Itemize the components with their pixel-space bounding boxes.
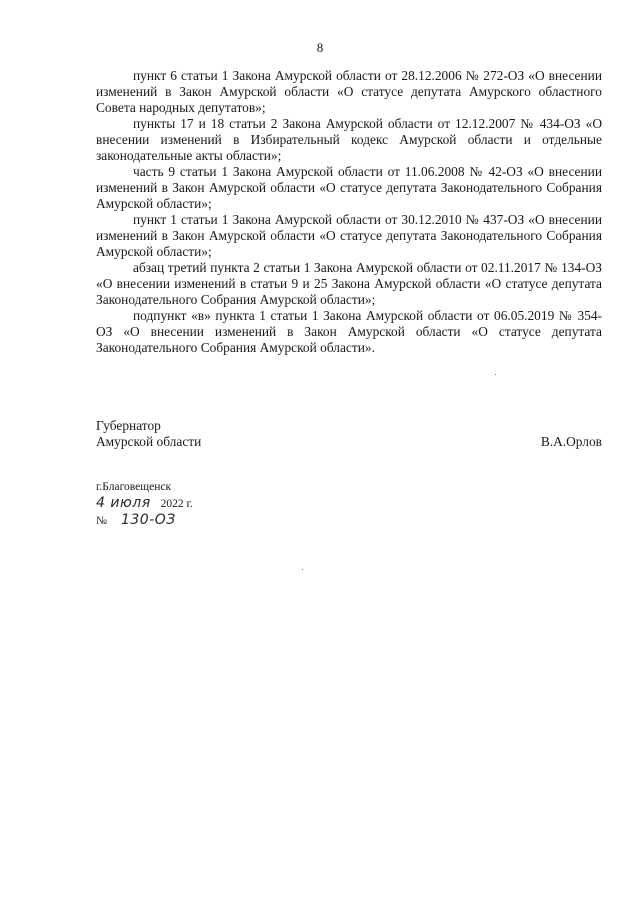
paragraph: часть 9 статьи 1 Закона Амурской области от 11.06.2008 № 42-ОЗ «О внесении изменений в Закон Амурской области «О статусе депутата Законодательного Собрания Амурской области»; xyxy=(96,164,602,211)
handwritten-law-number: 130-ОЗ xyxy=(120,512,176,528)
scan-speck xyxy=(302,569,303,570)
paragraph: пункт 6 статьи 1 Закона Амурской области от 28.12.2006 № 272-ОЗ «О внесении изменений в Закон Амурской области «О статусе депутата Амурского областного Совета народных депутатов»; xyxy=(96,68,602,115)
document-body xyxy=(96,68,602,356)
page-number: 8 xyxy=(316,40,324,55)
scan-speck xyxy=(495,374,496,375)
handwritten-date: 4 июля xyxy=(96,495,151,511)
number-label: № xyxy=(96,515,107,527)
signatory-title-line1: Губернатор xyxy=(96,418,161,433)
paragraph: подпункт «в» пункта 1 статьи 1 Закона Амурской области от 06.05.2019 № 354-ОЗ «О внесении изменений в Закон Амурской области «О статусе депутата Законодательного Собрания Амурской области». xyxy=(96,308,602,355)
paragraph: пункт 1 статьи 1 Закона Амурской области от 30.12.2010 № 437-ОЗ «О внесении изменений в Закон Амурской области «О статусе депутата Законодательного Собрания Амурской области»; xyxy=(96,212,602,259)
city-label: г.Благовещенск xyxy=(96,481,172,493)
paragraph: пункты 17 и 18 статьи 2 Закона Амурской области от 12.12.2007 № 434-ОЗ «О внесении изменений в Избирательный кодекс Амурской области и отдельные законодательные акты области»; xyxy=(96,116,602,163)
paragraph: абзац третий пункта 2 статьи 1 Закона Амурской области от 02.11.2017 № 134-ОЗ «О внесении изменений в статьи 9 и 25 Закона Амурской области «О статусе депутата Законодательного Собрания Амурской области»; xyxy=(96,260,602,307)
year-label: 2022 г. xyxy=(160,498,193,510)
signatory-title-line2: Амурской области xyxy=(96,434,202,449)
adoption-meta xyxy=(96,480,193,528)
signatory-name: В.А.Орлов xyxy=(540,434,602,449)
signature-block xyxy=(96,418,602,450)
